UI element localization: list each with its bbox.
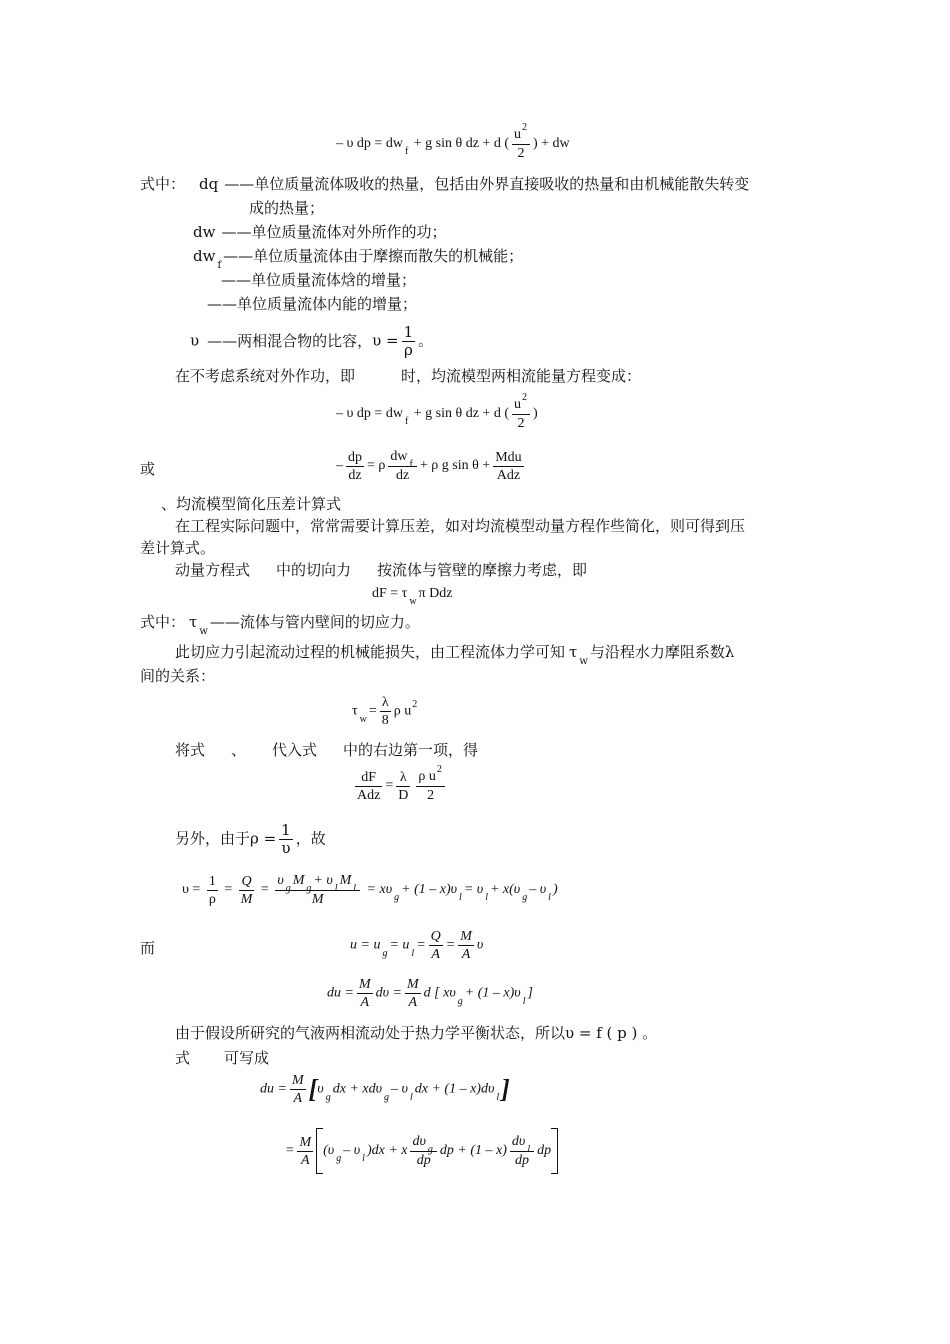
friction-force-equation: dF = $\tau_w\pi$ Ddz	[372, 586, 453, 607]
friction-loss-equation: $\frac{dF}{\text{Adz}}$ = $\frac{\lambda}{D}$ $\frac{\rho u^2}{2}$	[352, 768, 448, 804]
paragraph-1-line-1: 在工程实际问题中，常常需要计算压差，如对均流模型动量方程作些简化，则可得到压	[175, 517, 746, 535]
def-dw: dw ——单位质量流体对外所作的功；	[193, 223, 447, 241]
paragraph-1-line-2: 差计算式。	[140, 539, 216, 557]
du-expanded-equation-1: du = $\frac{M}{A}$ [$\upsilon_gdx + xd\upsilon_g-$ $\upsilon_ldx + (1 - x)d\upsilon_l$]	[260, 1073, 510, 1106]
def-dwf: $dw_f——$单位质量流体由于摩擦而散失的机械能；	[193, 247, 524, 271]
def-h: ——单位质量流体焓的增量；	[221, 271, 417, 289]
paragraph-7: 式 可写成	[175, 1049, 270, 1067]
def-dq: 式中： dq ——单位质量流体吸收的热量，包括由外界直接吸收的热量和由机械能散失转变	[140, 175, 750, 193]
du-expanded-equation-2: = $\frac{M}{A}$ ($\upsilon_g-$ $\upsilon_l)dx + x$ $\frac{d\upsilon_g}{dp}$ dp + (1 – x) $\frac{d\upsilon_l}{dp}$ dp	[285, 1128, 558, 1174]
paragraph-5: 另外，由于ρ = $\frac{1}{\upsilon}$ ，故	[175, 821, 326, 857]
energy-equation-3: – $\frac{dp}{dz}$ = ρ $\frac{dw_f}{dz}$ + ρ g sin θ + $\frac{\text{Mdu}}{\text{Adz}}$	[336, 449, 522, 483]
specific-volume-equation: υ = $\frac{1}{\rho}$ = $\frac{Q}{M}$ = $\frac{\upsilon_gM_g+ \upsilon_lM_l}{M}$ = $x\upsilon_g+ (1 - x)\upsilon_l= \upsilon_l+ x(\upsilon_g-$ $\upsilon_l$)	[182, 873, 558, 907]
def-dq-cont: 成的热量；	[249, 199, 325, 217]
section-heading: 、均流模型简化压差计算式	[161, 495, 342, 513]
or-label: 或	[140, 460, 156, 478]
paragraph-2: 动量方程式 中的切向力 按流体与管壁的摩擦力考虑，即	[175, 561, 588, 579]
du-equation: du = $\frac{M}{A}$ dυ = $\frac{M}{A}$ d [ $x\upsilon_g+ (1 - x)\upsilon_l$]	[327, 977, 533, 1010]
paragraph-4: 将式 、 代入式 中的右边第一项，得	[175, 741, 479, 759]
paragraph-6: 由于假设所研究的气液两相流动处于热力学平衡状态，所以υ = f ( p ) 。	[175, 1024, 658, 1042]
paragraph-no-work: 在不考虑系统对外作功，即 时，均流模型两相流能量方程变成：	[175, 367, 642, 385]
def-u: ——单位质量流体内能的增量；	[207, 295, 418, 313]
def-tau: 式中： $\tau_w——$流体与管内壁间的切应力。	[140, 613, 420, 637]
energy-equation-1: – υ dp = $dw_f + g$ sin θ dz + d ( $\frac{u^2}{2}$ ) + dw	[336, 122, 570, 161]
paragraph-3-line-1: 此切应力引起流动过程的机械能损失，由工程流体力学可知 $\tau_w$与沿程水力摩阻系数λ	[175, 643, 735, 667]
er-label: 而	[140, 939, 156, 957]
shear-stress-equation: $\tau_w=$ $\frac{\lambda}{8}$ ρ $u^2$	[352, 695, 418, 728]
def-v: υ ——两相混合物的比容，υ = $\frac{1}{\rho}$ 。	[190, 323, 434, 359]
velocity-equation: $u = u_g= u_l=$ $\frac{Q}{A}$ = $\frac{M}{A}$ υ	[350, 929, 484, 962]
energy-equation-2: – υ dp = $dw_f + g$ sin θ dz + d ( $\frac{u^2}{2}$ )	[336, 392, 538, 431]
paragraph-3-line-2: 间的关系：	[140, 667, 216, 685]
